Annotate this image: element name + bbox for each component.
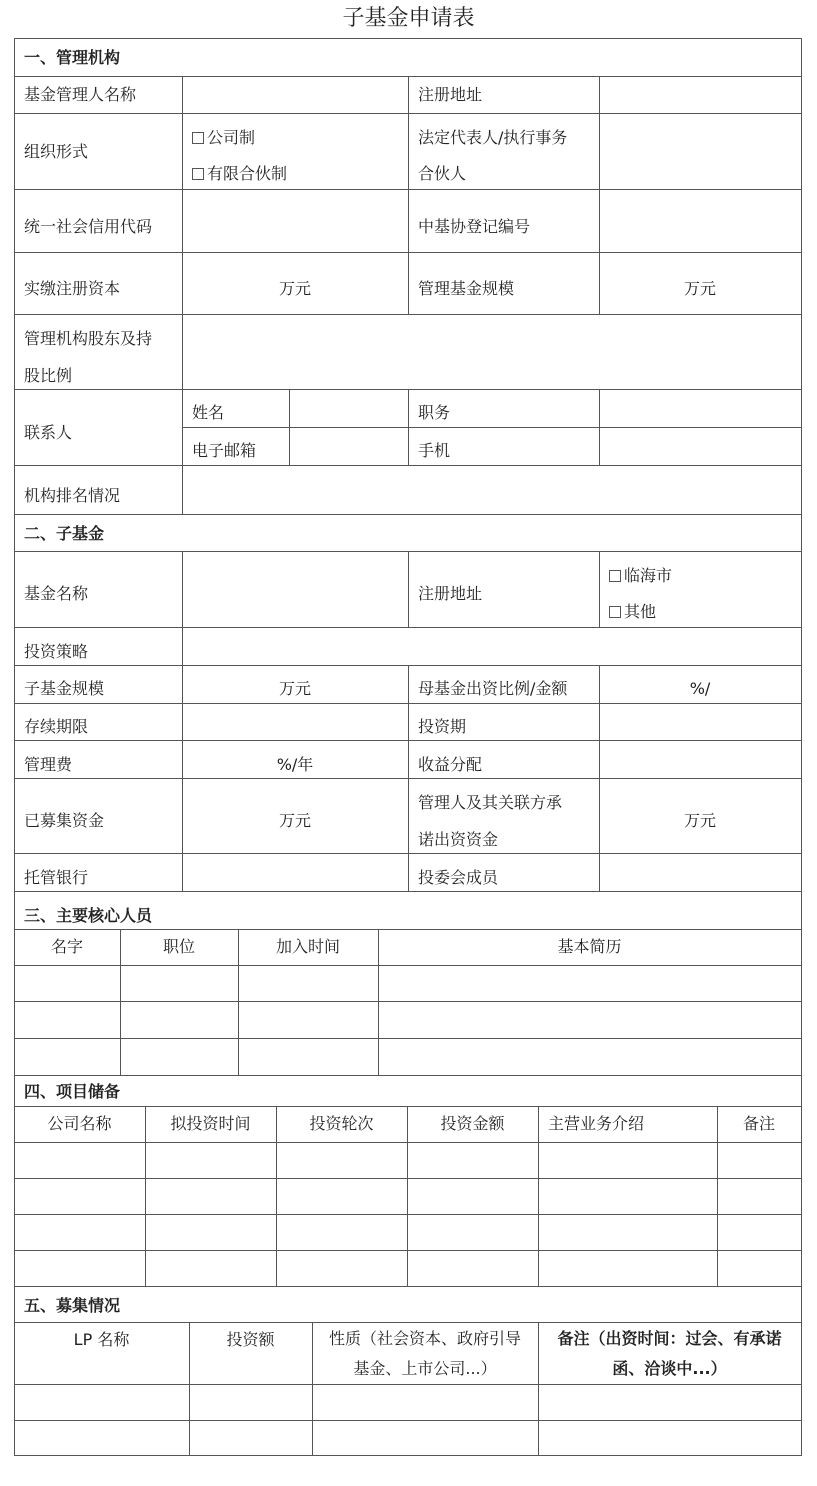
label-legal-rep-line1: 法定代表人/执行事务: [418, 128, 568, 147]
checkbox-box-icon: [609, 570, 621, 582]
col-header-name: 名字: [50, 937, 83, 956]
label-manager-name: 基金管理人名称: [24, 85, 137, 104]
label-mobile: 手机: [418, 441, 451, 460]
checkbox-box-icon: [609, 606, 621, 618]
col-header-position: 职位: [162, 937, 195, 956]
checkbox-partnership[interactable]: [192, 155, 287, 192]
col-header-nature-line2: 基金、上市公司...）: [353, 1359, 497, 1378]
label-profit-dist: 收益分配: [418, 755, 483, 774]
label-fund-size: 子基金规模: [24, 679, 105, 698]
label-credit-code: 统一社会信用代码: [24, 217, 153, 236]
label-mother-ratio: 母基金出资比例/金额: [418, 679, 568, 698]
col-header-invest-time: 拟投资时间: [170, 1114, 251, 1133]
checkbox-label: 公司制: [207, 128, 256, 147]
unit-wan-gp-commit: 万元: [683, 811, 716, 830]
checkbox-linhai[interactable]: [609, 557, 672, 594]
unit-pct-year: %/年: [276, 755, 314, 774]
checkbox-label: 有限合伙制: [207, 164, 288, 183]
checkbox-company[interactable]: [192, 119, 255, 156]
label-contact-name: 姓名: [192, 403, 225, 422]
label-ic-members: 投委会成员: [418, 868, 499, 887]
col-header-remarks: 备注: [742, 1114, 775, 1133]
label-strategy: 投资策略: [24, 642, 89, 661]
col-header-join-time: 加入时间: [275, 937, 340, 956]
section-heading-project-pipeline: 四、项目储备: [24, 1082, 121, 1101]
unit-wan-fund-size: 万元: [278, 679, 311, 698]
page-title: 子基金申请表: [342, 6, 475, 31]
label-duration: 存续期限: [24, 717, 89, 736]
section-heading-subfund: 二、子基金: [24, 524, 105, 543]
label-gp-commit-line1: 管理人及其关联方承: [418, 793, 563, 812]
section-heading-management: 一、管理机构: [24, 48, 121, 67]
checkbox-other[interactable]: [609, 593, 656, 630]
label-aum: 管理基金规模: [418, 279, 515, 298]
label-mgmt-fee: 管理费: [24, 755, 73, 774]
col-header-business: 主营业务介绍: [548, 1114, 645, 1133]
section-heading-fundraising: 五、募集情况: [24, 1296, 121, 1315]
label-fund-name: 基金名称: [24, 584, 89, 603]
label-org-form: 组织形式: [24, 142, 89, 161]
label-contact: 联系人: [24, 423, 73, 442]
label-shareholders-line1: 管理机构股东及持: [24, 329, 153, 348]
col-header-note-line2: 函、洽谈中...）: [612, 1359, 727, 1378]
col-header-round: 投资轮次: [309, 1114, 374, 1133]
label-custodian: 托管银行: [24, 868, 89, 887]
checkbox-label: 临海市: [624, 566, 673, 585]
label-shareholders-line2: 股比例: [24, 366, 73, 385]
label-gp-commit-line2: 诺出资资金: [418, 830, 499, 849]
label-legal-rep-line2: 合伙人: [418, 164, 467, 183]
col-header-nature-line1: 性质（社会资本、政府引导: [328, 1329, 521, 1348]
col-header-resume: 基本简历: [557, 937, 622, 956]
unit-wan-raised: 万元: [278, 811, 311, 830]
label-reg-address: 注册地址: [418, 85, 483, 104]
checkbox-label: 其他: [624, 602, 657, 621]
unit-pct: %/: [689, 679, 711, 698]
checkbox-box-icon: [192, 168, 204, 180]
col-header-lp-name: LP 名称: [73, 1330, 130, 1349]
col-header-lp-amount: 投资额: [226, 1330, 275, 1349]
checkbox-box-icon: [192, 132, 204, 144]
label-raised: 已募集资金: [24, 811, 105, 830]
label-email: 电子邮箱: [192, 441, 257, 460]
label-amac-no: 中基协登记编号: [418, 217, 531, 236]
col-header-amount: 投资金额: [440, 1114, 505, 1133]
label-fund-reg-address: 注册地址: [418, 584, 483, 603]
label-position: 职务: [418, 403, 451, 422]
col-header-company: 公司名称: [47, 1114, 112, 1133]
label-ranking: 机构排名情况: [24, 486, 121, 505]
label-invest-period: 投资期: [418, 717, 467, 736]
unit-wan-paid-capital: 万元: [278, 279, 311, 298]
unit-wan-aum: 万元: [683, 279, 716, 298]
label-paid-capital: 实缴注册资本: [24, 279, 121, 298]
section-heading-core-staff: 三、主要核心人员: [24, 906, 153, 925]
col-header-note-line1: 备注（出资时间：过会、有承诺: [557, 1329, 782, 1348]
